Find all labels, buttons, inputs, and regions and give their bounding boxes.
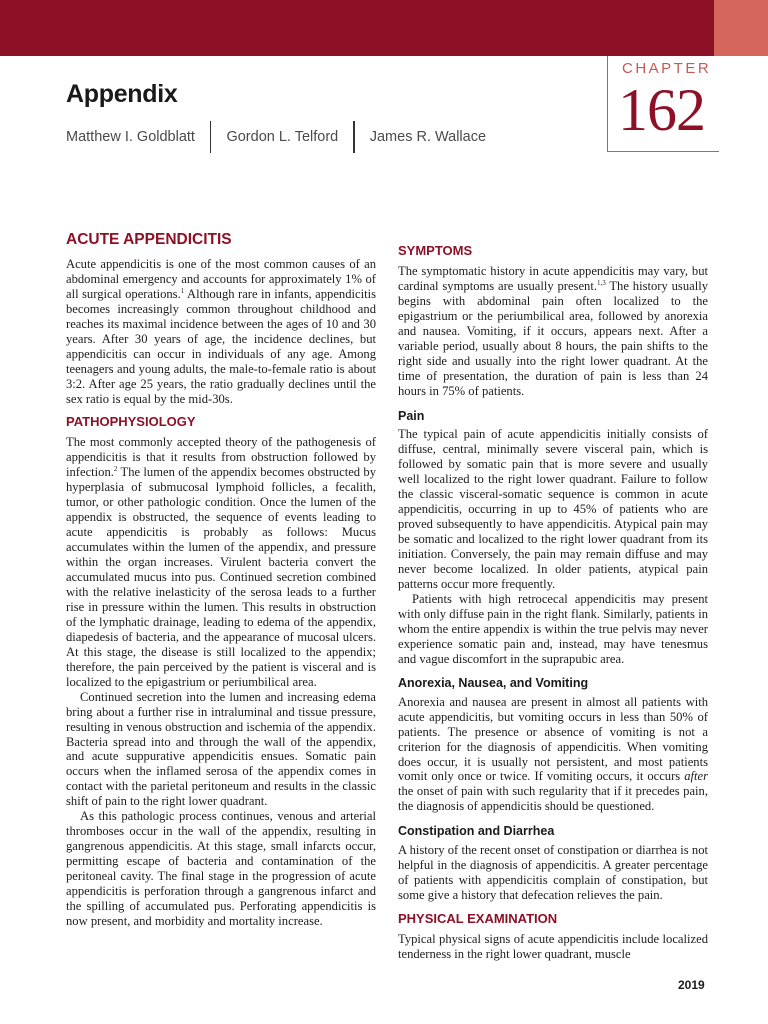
- section-heading-acute-appendicitis: ACUTE APPENDICITIS: [66, 231, 232, 248]
- author-name: James R. Wallace: [369, 129, 487, 145]
- paragraph: A history of the recent onset of constipation or diarrhea is not helpful in the diagnosis of appendicitis. A greater percentage of patients with appendicitis complain of constipation, but some give a history that defecation relieves the pain.: [398, 843, 708, 903]
- citation: 2: [113, 465, 118, 474]
- author-name: Gordon L. Telford: [226, 129, 339, 145]
- citation: 1: [180, 286, 185, 295]
- paragraph: As this pathologic process continues, venous and arterial thromboses occur in the wall of the appendix, resulting in gangrenous appendicitis. At this stage, small infarcts occur, permitting escape of bacteria and contamination of the peritoneal cavity. The final stage in the progression of acute appendicitis is perforation through a gangrenous infarct and the spilling of accumulated pus. Perforating appendicitis is now present, and morbidity and mortality increase.: [66, 809, 376, 928]
- section-heading-pathophysiology: PATHOPHYSIOLOGY: [66, 414, 196, 430]
- section-heading-physical-examination: PHYSICAL EXAMINATION: [398, 911, 558, 927]
- author-list: [66, 120, 486, 154]
- right-column: [398, 230, 708, 962]
- paragraph: Continued secretion into the lumen and increasing edema bring about a further rise in intraluminal and tissue pressure, resulting in venous obstruction and ischemia of the appendix. Bacteria spread into and through the wall of the appendix, and acute suppurative appendicitis ensues. Somatic pain occurs when the inflamed serosa of the appendix comes in contact with the parietal peritoneum and results in the classic shift of pain to the right lower quadrant.: [66, 689, 376, 809]
- subheading-pain: Pain: [398, 408, 425, 423]
- author-name: Matthew I. Goldblatt: [66, 129, 195, 145]
- paragraph: Anorexia and nausea are present in almost all patients with acute appendicitis, but vomiting occurs in less than 50% of patients. The presence or absence of vomiting is not a criterion for the diagnosis of appendicitis. When vomiting does occur, it is usually not persistent, and most patients vomit only once or twice. If vomiting occurs, it occurs after the onset of pain with such regularity that if it precedes pain, the diagnosis of appendicitis should be questioned.: [398, 694, 708, 814]
- page-number: 2019: [678, 978, 705, 992]
- header-accent-block: [714, 0, 768, 56]
- subheading-anorexia-nausea-vomiting: Anorexia, Nausea, and Vomiting: [398, 675, 589, 690]
- paragraph: Typical physical signs of acute appendicitis include localized tenderness in the right lower quadrant, muscle: [398, 932, 708, 961]
- paragraph: The symptomatic history in acute appendicitis may vary, but cardinal symptoms are usually present.$^{1,3}$ The history usually begins with abdominal pain often localized to the epigastrium or the periumbilical area, followed by anorexia and nausea. Vomiting, if it occurs, appears next. After a variable period, usually about 8 hours, the pain shifts to the right side and usually into the right lower quadrant. At the time of presentation, the duration of pain is less than 24 hours in 75% of patients.: [398, 263, 708, 398]
- paragraph: Acute appendicitis is one of the most common causes of an abdominal emergency and accounts for approximately 1% of all surgical operations.$^1$ Although rare in infants, appendicitis becomes increasingly common throughout childhood and reaches its maximal incidence between the ages of 10 and 30 years. After 30 years of age, the incidence declines, but appendicitis can occur in individuals of any age. Among teenagers and young adults, the male-to-female ratio is about 3:2. After age 25 years, the ratio gradually declines until the sex ratio is equal by the mid-30s.: [66, 256, 376, 406]
- paragraph: Patients with high retrocecal appendicitis may present with only diffuse pain in the right flank. Similarly, patients in whom the entire appendix is within the true pelvis may never experience somatic pain and, instead, may have tenesmus and vague discomfort in the suprapubic area.: [398, 591, 708, 666]
- subheading-constipation-diarrhea: Constipation and Diarrhea: [398, 824, 555, 839]
- author-divider: [210, 121, 212, 153]
- chapter-number: 162: [618, 77, 705, 143]
- citation: 1,3: [597, 278, 606, 287]
- section-heading-symptoms: SYMPTOMS: [398, 243, 473, 258]
- left-column: [66, 230, 376, 929]
- author-divider: [353, 121, 355, 153]
- header-bar: [0, 0, 714, 56]
- paragraph: The most commonly accepted theory of the pathogenesis of appendicitis is that it results from obstruction followed by infection.$^2$ The lumen of the appendix becomes obstructed by hyperplasia of submucosal lymphoid follicles, a fecalith, tumor, or other pathologic condition. Once the lumen of the appendix is obstructed, the sequence of events leading to acute appendicitis is probably as follows: Mucus accumulates within the lumen of the appendix, and pressure within the organ increases. Virulent bacteria convert the accumulated mucus into pus. Continued secretion combined with the relative inelasticity of the serosa leads to a further rise in pressure within the lumen. This results in obstruction of the lymphatic drainage, leading to edema of the appendix, diapedesis of bacteria, and the appearance of mucosal ulcers. At this stage, the disease is still localized to the appendix; therefore, the pain perceived by the patient is visceral and is localized to the epigastrium or periumbilical area.: [66, 435, 376, 689]
- chapter-label: CHAPTER: [622, 60, 712, 77]
- page-title: Appendix: [66, 80, 178, 108]
- paragraph: The typical pain of acute appendicitis initially consists of diffuse, central, minimally severe visceral pain, which is followed by somatic pain that is more severe and usually well localized to the right lower quadrant. Failure to follow the classic visceral-somatic sequence is common in acute appendicitis, occurring in up to 45% of patients who are proved subsequently to have appendicitis. Atypical pain may be somatic and localized to the right lower quadrant from its initiation. Conversely, the pain may remain diffuse and may never become localized. In older patients, atypical pain patterns occur more frequently.: [398, 427, 708, 592]
